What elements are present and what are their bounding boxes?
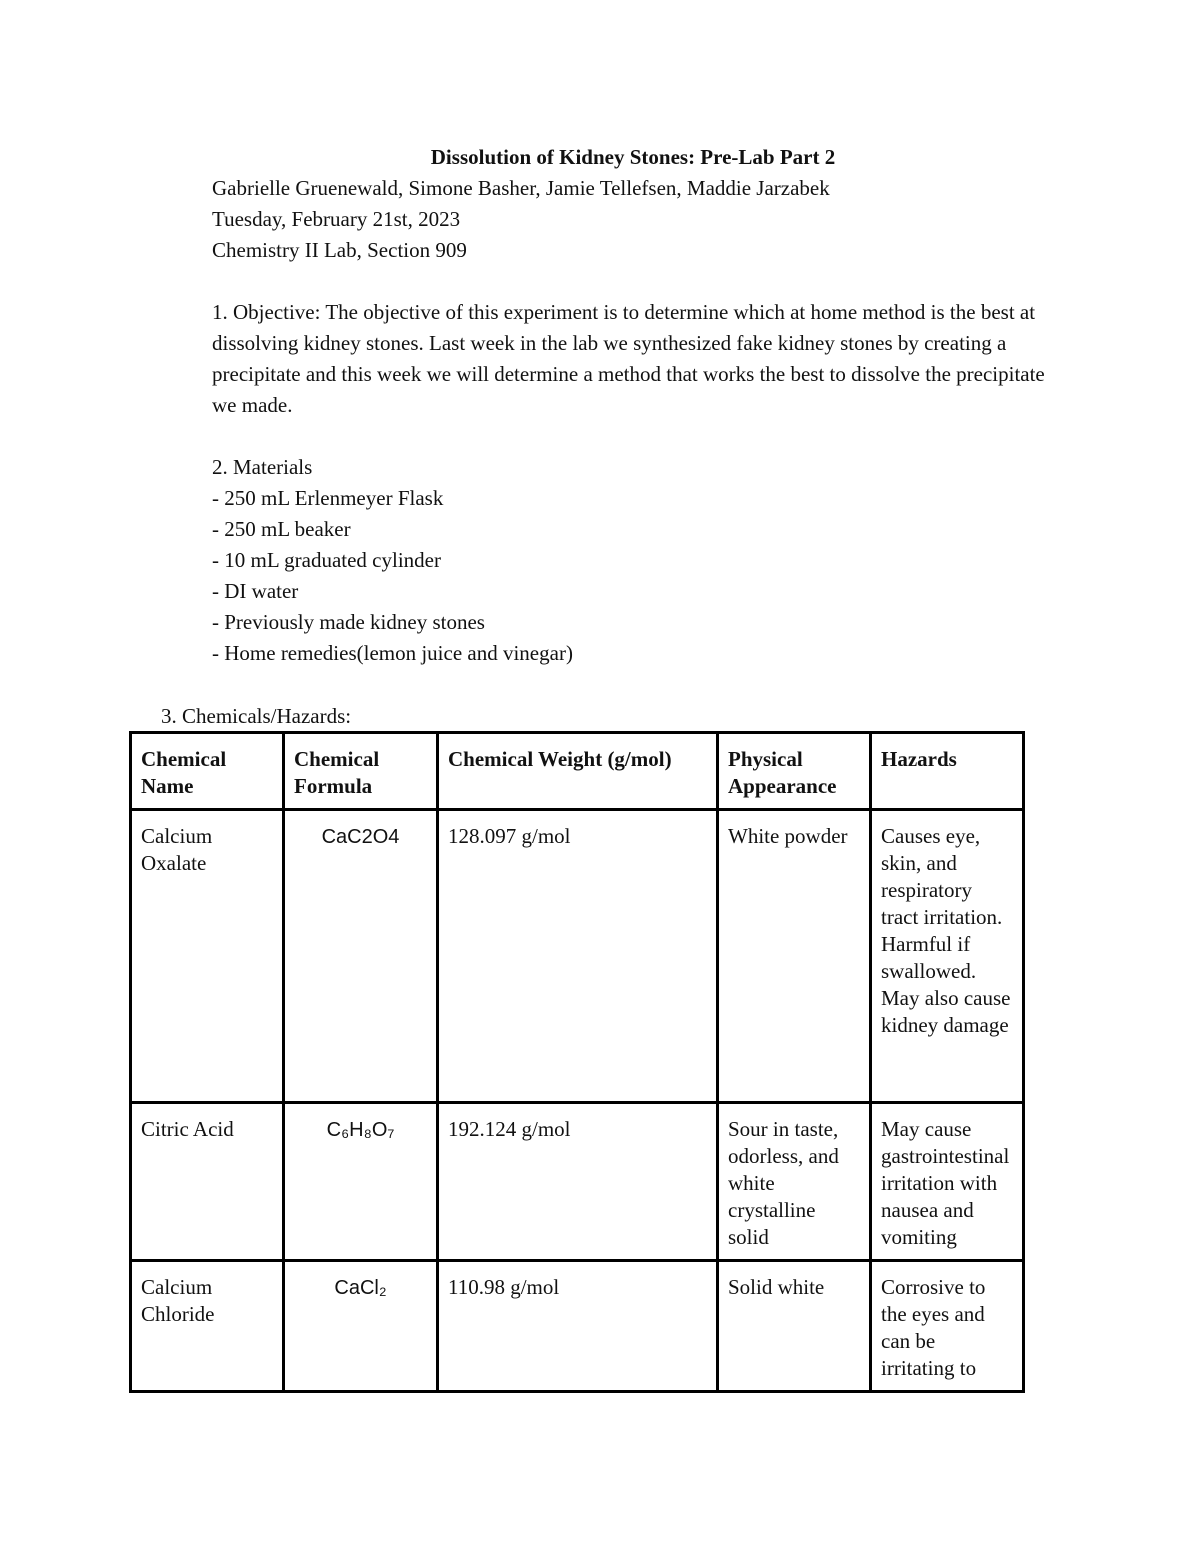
document-header <box>212 173 830 266</box>
column-header-formula: Chemical Formula <box>284 733 438 810</box>
column-header-name: Chemical Name <box>131 733 284 810</box>
cell-chemical-weight: 110.98 g/mol <box>438 1261 718 1392</box>
materials-heading: 2. Materials <box>212 455 313 479</box>
formula-text: CaCl₂ <box>334 1277 387 1299</box>
cell-chemical-weight: 192.124 g/mol <box>438 1103 718 1261</box>
materials-item: - Home remedies(lemon juice and vinegar) <box>212 641 573 665</box>
formula-text: C₆H₈O₇ <box>326 1119 395 1141</box>
objective-paragraph: 1. Objective: The objective of this experiment is to determine which at home method is the best at dissolving kidney stones. Last week in the lab we synthesized fake kidney stones by creating a precipitate and this week we will determine a method that works the best to dissolve the precipitate we made. <box>212 300 1045 417</box>
document-title: Dissolution of Kidney Stones: Pre-Lab Part 2 <box>430 145 836 169</box>
cell-physical-appearance: Solid white <box>718 1261 871 1392</box>
cell-chemical-name: Calcium Chloride <box>131 1261 284 1392</box>
materials-item: - 250 mL Erlenmeyer Flask <box>212 486 444 510</box>
table-row <box>131 1261 1024 1392</box>
cell-hazards: May cause gastrointestinal irritation with nausea and vomiting <box>871 1103 1024 1261</box>
materials-section <box>212 452 573 669</box>
chemicals-hazards-table <box>129 731 1025 1393</box>
column-header-weight: Chemical Weight (g/mol) <box>438 733 718 810</box>
cell-physical-appearance: White powder <box>718 810 871 1103</box>
cell-chemical-formula <box>284 1261 438 1392</box>
cell-hazards: Causes eye, skin, and respiratory tract irritation. Harmful if swallowed. May also cause kidney damage <box>871 810 1024 1103</box>
materials-item: - 250 mL beaker <box>212 517 351 541</box>
materials-item: - DI water <box>212 579 299 603</box>
cell-physical-appearance: Sour in taste, odorless, and white crystalline solid <box>718 1103 871 1261</box>
course-line: Chemistry II Lab, Section 909 <box>212 238 467 262</box>
table-row <box>131 1103 1024 1261</box>
cell-chemical-formula <box>284 810 438 1103</box>
table-header-row <box>131 733 1024 810</box>
date-line: Tuesday, February 21st, 2023 <box>212 207 461 231</box>
materials-item: - Previously made kidney stones <box>212 610 485 634</box>
column-header-appearance: Physical Appearance <box>718 733 871 810</box>
chemicals-heading: 3. Chemicals/Hazards: <box>161 704 352 728</box>
cell-hazards: Corrosive to the eyes and can be irritating to <box>871 1261 1024 1392</box>
cell-chemical-formula <box>284 1103 438 1261</box>
column-header-hazards: Hazards <box>871 733 1024 810</box>
table-row <box>131 810 1024 1103</box>
formula-text: CaC2O4 <box>321 826 400 848</box>
cell-chemical-name: Calcium Oxalate <box>131 810 284 1103</box>
cell-chemical-weight: 128.097 g/mol <box>438 810 718 1103</box>
authors-line: Gabrielle Gruenewald, Simone Basher, Jamie Tellefsen, Maddie Jarzabek <box>212 176 830 200</box>
cell-chemical-name: Citric Acid <box>131 1103 284 1261</box>
materials-item: - 10 mL graduated cylinder <box>212 548 441 572</box>
